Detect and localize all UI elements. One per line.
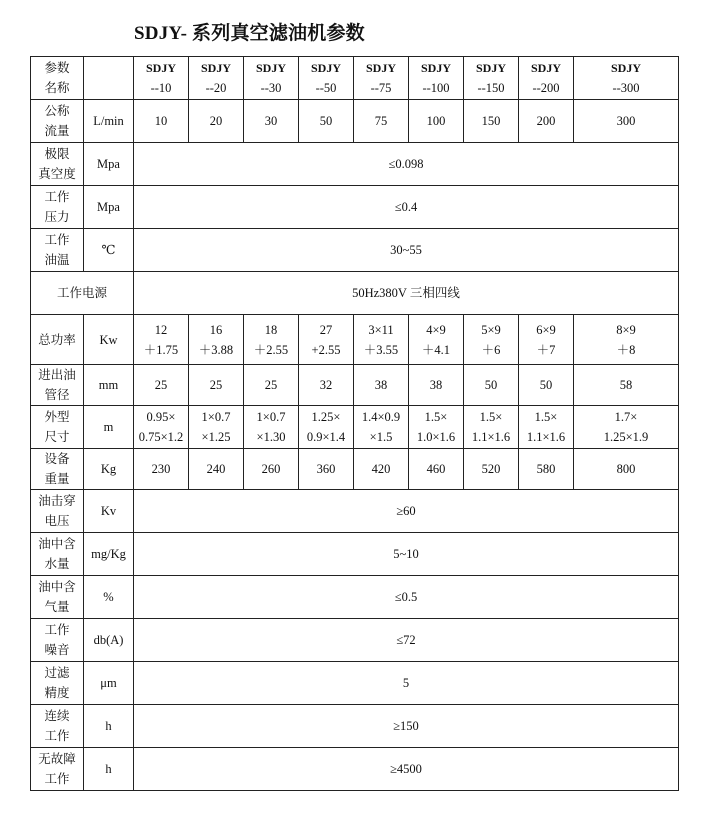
model-series: SDJY <box>475 61 506 75</box>
param-name: 工作电源 <box>31 272 134 315</box>
table-row <box>31 576 679 619</box>
param-value: 300 <box>574 100 679 143</box>
param-unit: Kv <box>84 490 134 533</box>
param-name-header: 参数 名称 <box>31 57 84 100</box>
param-name: 油中含 水量 <box>31 533 84 576</box>
param-unit: mm <box>84 365 134 406</box>
param-value: 1.25× 0.9×1.4 <box>299 406 354 449</box>
param-value: 25 <box>244 365 299 406</box>
param-value: 1.4×0.9 ×1.5 <box>354 406 409 449</box>
param-value: ≤0.5 <box>134 576 679 619</box>
model-number: --75 <box>370 81 392 95</box>
table-row <box>31 449 679 490</box>
param-value: 50 <box>519 365 574 406</box>
model-series: SDJY <box>365 61 396 75</box>
model-number: --300 <box>612 81 640 95</box>
table-row <box>31 490 679 533</box>
param-unit: Kw <box>84 315 134 365</box>
param-value: ≥4500 <box>134 748 679 791</box>
param-name: 进出油 管径 <box>31 365 84 406</box>
param-value: 800 <box>574 449 679 490</box>
param-name: 公称 流量 <box>31 100 84 143</box>
unit-header-empty <box>84 57 134 100</box>
param-name: 无故障 工作 <box>31 748 84 791</box>
model-header <box>134 57 189 100</box>
parameter-table <box>30 56 679 791</box>
param-name: 外型 尺寸 <box>31 406 84 449</box>
model-number: --100 <box>422 81 450 95</box>
param-value: 360 <box>299 449 354 490</box>
param-unit: Mpa <box>84 143 134 186</box>
param-value: 580 <box>519 449 574 490</box>
param-value: 1.7× 1.25×1.9 <box>574 406 679 449</box>
param-unit: Kg <box>84 449 134 490</box>
param-value: 1×0.7 ×1.25 <box>189 406 244 449</box>
param-name: 总功率 <box>31 315 84 365</box>
param-value: 1.5× 1.0×1.6 <box>409 406 464 449</box>
param-value: 6×9 ＋7 <box>519 315 574 365</box>
param-value: 38 <box>354 365 409 406</box>
table-row <box>31 533 679 576</box>
param-unit: db(A) <box>84 619 134 662</box>
table-row <box>31 186 679 229</box>
param-unit: mg/Kg <box>84 533 134 576</box>
param-value: 5 <box>134 662 679 705</box>
model-number: --30 <box>260 81 282 95</box>
param-unit: h <box>84 705 134 748</box>
param-unit: Mpa <box>84 186 134 229</box>
param-value: 75 <box>354 100 409 143</box>
param-value: 150 <box>464 100 519 143</box>
param-value: 12 ＋1.75 <box>134 315 189 365</box>
param-value: ≤72 <box>134 619 679 662</box>
param-unit: ℃ <box>84 229 134 272</box>
table-row <box>31 229 679 272</box>
param-name: 油击穿 电压 <box>31 490 84 533</box>
param-name: 连续 工作 <box>31 705 84 748</box>
param-value: 520 <box>464 449 519 490</box>
table-row <box>31 406 679 449</box>
param-value: 50 <box>299 100 354 143</box>
table-row <box>31 365 679 406</box>
param-value: 50 <box>464 365 519 406</box>
param-value: 4×9 ＋4.1 <box>409 315 464 365</box>
param-value: 1.5× 1.1×1.6 <box>519 406 574 449</box>
param-unit: μm <box>84 662 134 705</box>
param-value: 32 <box>299 365 354 406</box>
param-value: 16 ＋3.88 <box>189 315 244 365</box>
model-header <box>189 57 244 100</box>
param-value: 25 <box>189 365 244 406</box>
param-unit: L/min <box>84 100 134 143</box>
model-number: --50 <box>315 81 337 95</box>
param-value: 5~10 <box>134 533 679 576</box>
param-value: 420 <box>354 449 409 490</box>
table-row <box>31 619 679 662</box>
param-value: ≥60 <box>134 490 679 533</box>
param-value: 260 <box>244 449 299 490</box>
param-unit: % <box>84 576 134 619</box>
table-header-row <box>31 57 679 100</box>
param-name: 工作 噪音 <box>31 619 84 662</box>
param-name: 工作 压力 <box>31 186 84 229</box>
table-row <box>31 272 679 315</box>
model-series: SDJY <box>610 61 641 75</box>
model-series: SDJY <box>420 61 451 75</box>
param-value: 230 <box>134 449 189 490</box>
param-value: 50Hz380V 三相四线 <box>134 272 679 315</box>
param-value: 18 ＋2.55 <box>244 315 299 365</box>
param-name: 过滤 精度 <box>31 662 84 705</box>
param-value: 5×9 ＋6 <box>464 315 519 365</box>
param-value: 10 <box>134 100 189 143</box>
param-unit: h <box>84 748 134 791</box>
model-series: SDJY <box>255 61 286 75</box>
param-value: 8×9 ＋8 <box>574 315 679 365</box>
param-unit: m <box>84 406 134 449</box>
param-value: ≤0.4 <box>134 186 679 229</box>
param-value: 25 <box>134 365 189 406</box>
model-header <box>574 57 679 100</box>
param-value: ≥150 <box>134 705 679 748</box>
model-series: SDJY <box>200 61 231 75</box>
param-name: 工作 油温 <box>31 229 84 272</box>
model-header <box>299 57 354 100</box>
param-name: 极限 真空度 <box>31 143 84 186</box>
table-row <box>31 100 679 143</box>
model-header <box>354 57 409 100</box>
param-value: 58 <box>574 365 679 406</box>
page-title: SDJY- 系列真空滤油机参数 <box>134 23 365 44</box>
param-value: ≤0.098 <box>134 143 679 186</box>
param-value: 3×11 ＋3.55 <box>354 315 409 365</box>
param-value: 30 <box>244 100 299 143</box>
model-number: --20 <box>205 81 227 95</box>
param-value: 460 <box>409 449 464 490</box>
model-header <box>409 57 464 100</box>
param-value: 240 <box>189 449 244 490</box>
param-value: 200 <box>519 100 574 143</box>
param-value: 30~55 <box>134 229 679 272</box>
model-series: SDJY <box>530 61 561 75</box>
model-number: --200 <box>532 81 560 95</box>
param-value: 1.5× 1.1×1.6 <box>464 406 519 449</box>
model-series: SDJY <box>310 61 341 75</box>
param-value: 0.95× 0.75×1.2 <box>134 406 189 449</box>
table-row <box>31 662 679 705</box>
param-name: 设备 重量 <box>31 449 84 490</box>
table-row <box>31 705 679 748</box>
param-value: 38 <box>409 365 464 406</box>
model-number: --150 <box>477 81 505 95</box>
table-row <box>31 748 679 791</box>
param-value: 1×0.7 ×1.30 <box>244 406 299 449</box>
param-name: 油中含 气量 <box>31 576 84 619</box>
table-row <box>31 315 679 365</box>
model-series: SDJY <box>145 61 176 75</box>
model-header <box>464 57 519 100</box>
model-header <box>244 57 299 100</box>
param-value: 27 +2.55 <box>299 315 354 365</box>
table-row <box>31 143 679 186</box>
param-value: 20 <box>189 100 244 143</box>
model-header <box>519 57 574 100</box>
model-number: --10 <box>150 81 172 95</box>
param-value: 100 <box>409 100 464 143</box>
